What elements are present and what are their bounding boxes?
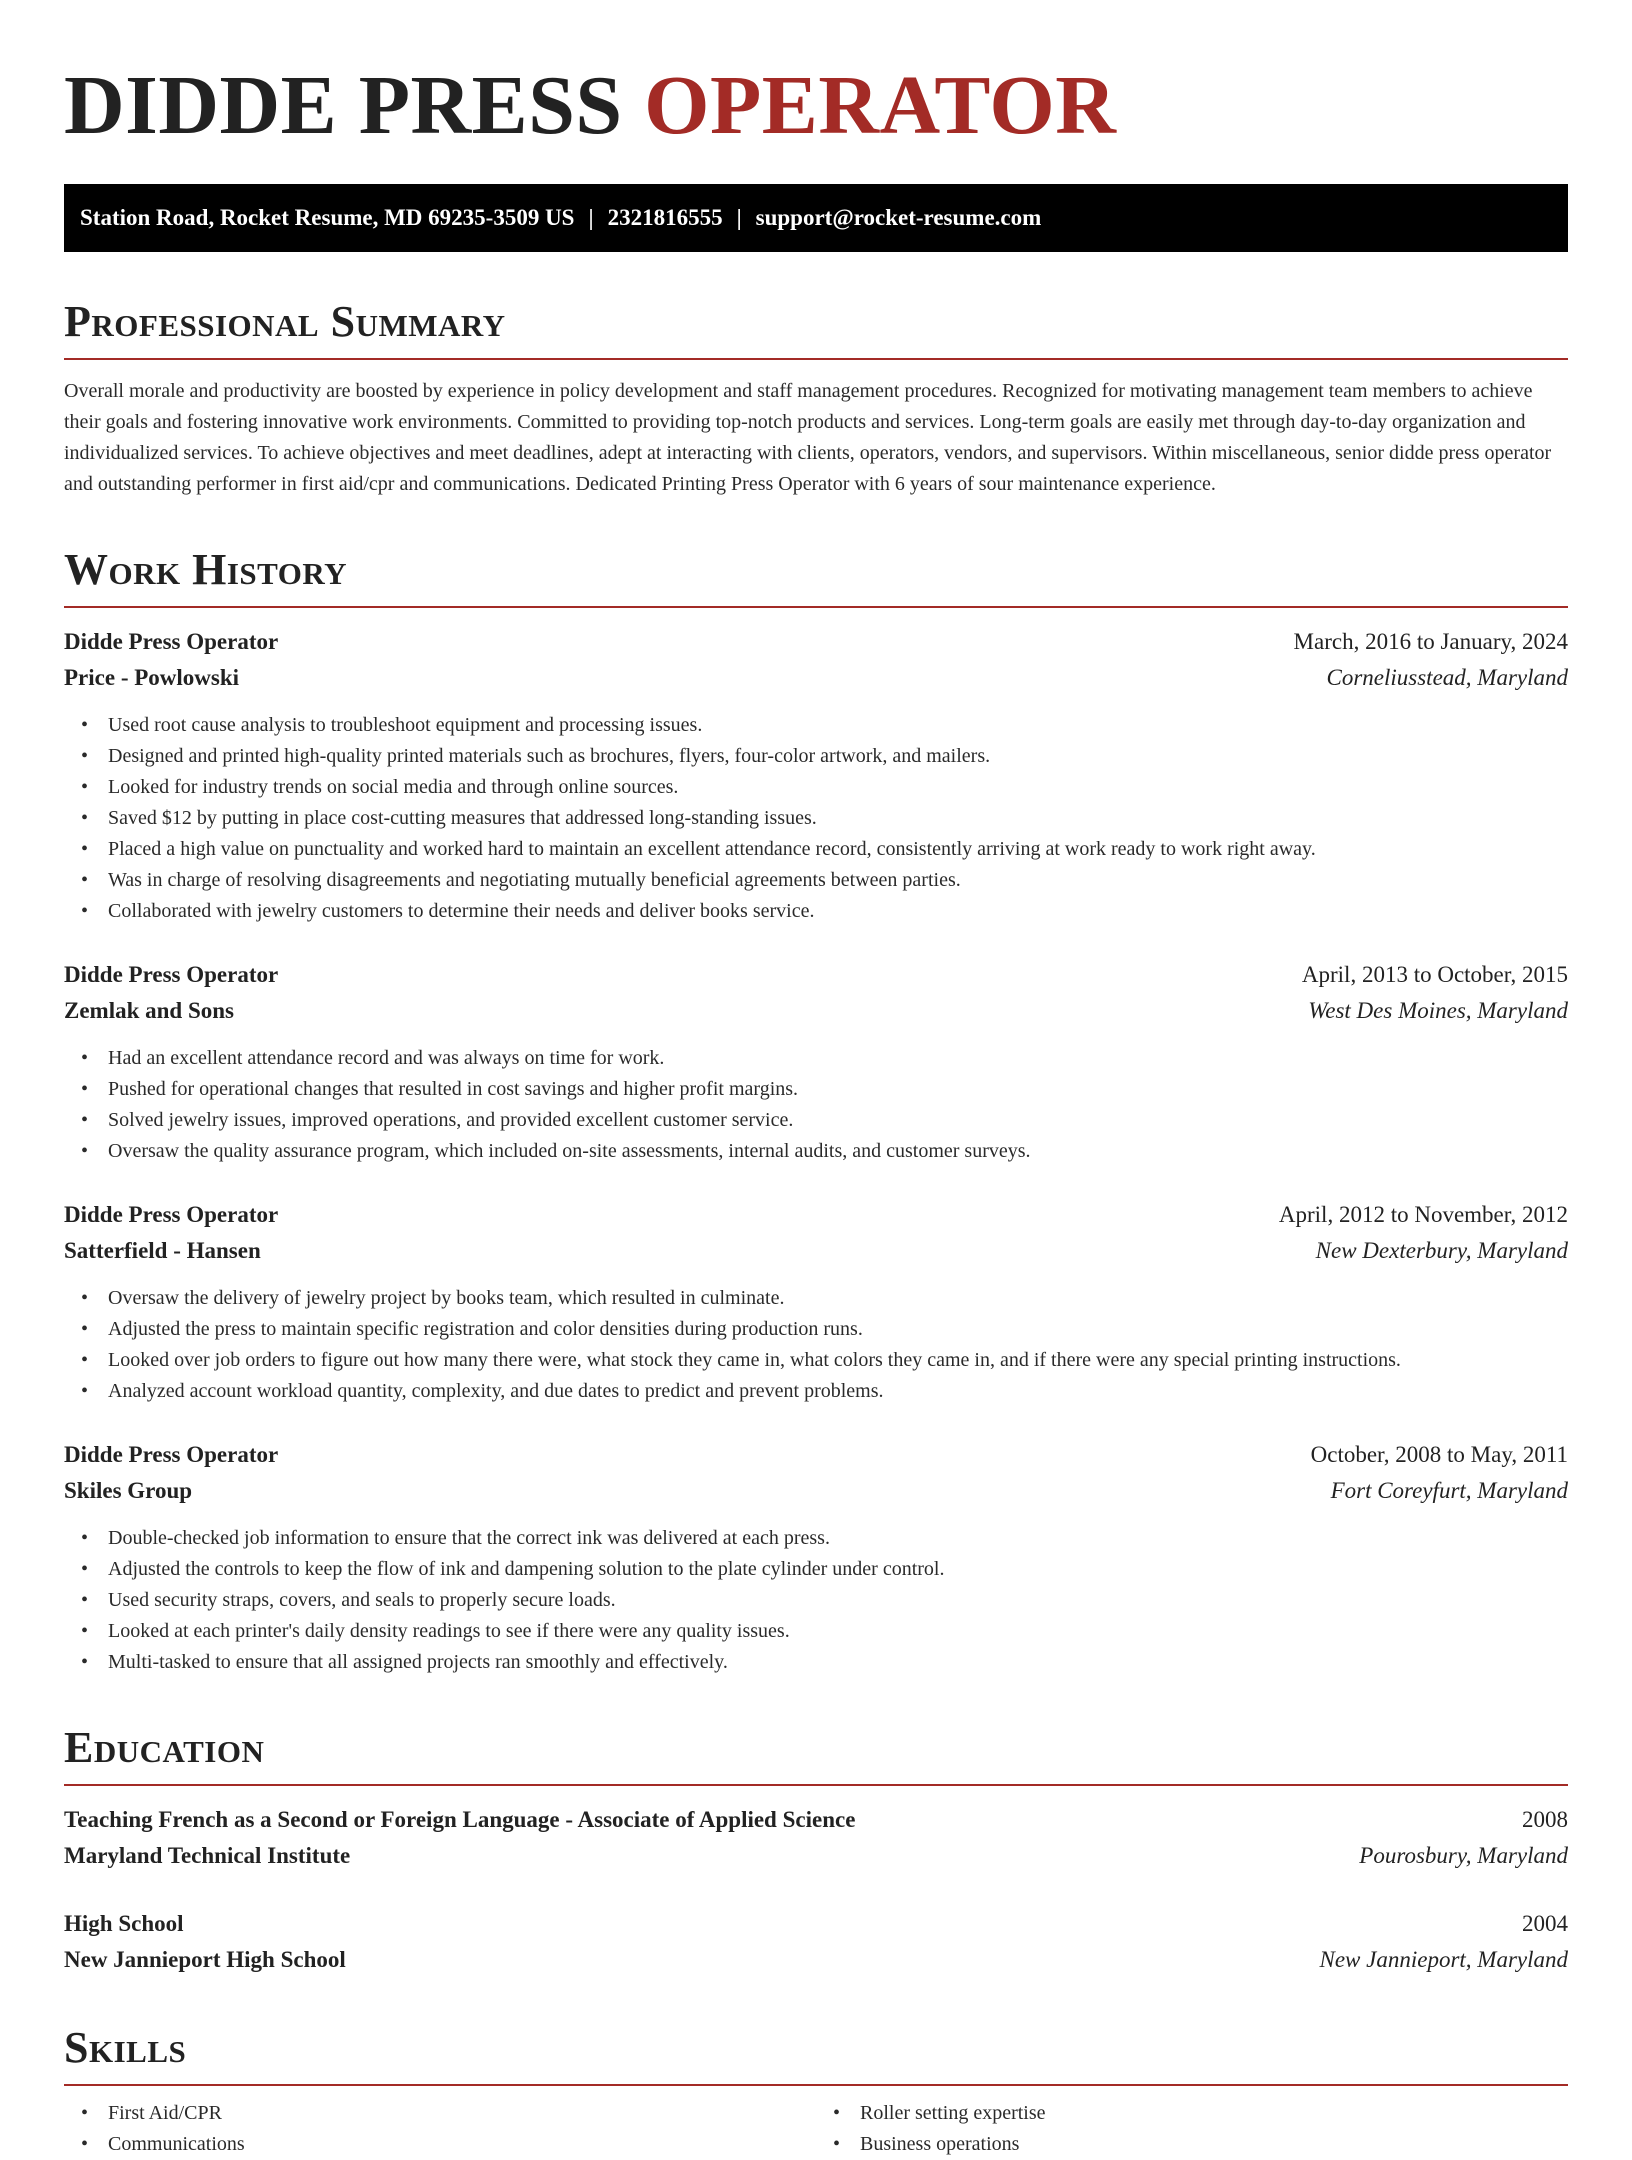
education-school: New Jannieport High School <box>64 1947 346 1972</box>
education-school: Maryland Technical Institute <box>64 1843 351 1868</box>
section-title-summary: Professional Summary <box>64 300 1568 360</box>
summary-text: Overall morale and productivity are boosted by experience in policy development and staff management procedures. Recognized for motivating management team members to achieve their goals and fostering innovative work environments. Committed to providing top-notch products and services. Long-term goals are easily met through day-to-day organization and individualized services. To achieve objectives and meet deadlines, adept at interacting with clients, operators, vendors, and supervisors. Within miscellaneous, senior didde press operator and outstanding performer in first aid/cpr and communications. Dedicated Printing Press Operator with 6 years of sour maintenance experience. <box>64 380 1552 495</box>
job-bullet: • Had an excellent attendance record and was always on time for work. <box>108 1043 1568 1074</box>
skill-item: • Business operations <box>860 2129 1568 2160</box>
job-company: Satterfield - Hansen <box>64 1238 261 1263</box>
section-title-education: Education <box>64 1726 1568 1786</box>
job-location: West Des Moines, Maryland <box>1308 998 1568 1023</box>
job-location: Corneliusstead, Maryland <box>1326 665 1568 690</box>
job-company: Zemlak and Sons <box>64 998 235 1023</box>
job-bullets <box>64 1283 1568 1407</box>
job-bullet: • Looked over job orders to figure out how many there were, what stock they came in, what colors they came in, and if there were any special printing instructions. <box>108 1345 1568 1376</box>
job-dates: April, 2012 to November, 2012 <box>1278 1202 1568 1227</box>
name-last: OPERATOR <box>644 59 1117 152</box>
education-location: New Jannieport, Maryland <box>1319 1947 1568 1972</box>
job-header-row <box>64 1437 1568 1473</box>
job-dates: March, 2016 to January, 2024 <box>1293 629 1568 654</box>
job-bullet: • Adjusted the controls to keep the flow of ink and dampening solution to the plate cylinder under control. <box>108 1554 1568 1585</box>
job-location: New Dexterbury, Maryland <box>1315 1238 1568 1263</box>
job-bullet: • Analyzed account workload quantity, complexity, and due dates to predict and prevent problems. <box>108 1376 1568 1407</box>
job-header-row <box>64 1197 1568 1233</box>
job-company: Skiles Group <box>64 1478 193 1503</box>
job-bullet: • Designed and printed high-quality printed materials such as brochures, flyers, four-color artwork, and mailers. <box>108 741 1568 772</box>
section-title-work-history: Work History <box>64 548 1568 608</box>
education-year: 2004 <box>1522 1911 1568 1936</box>
job-company-row <box>64 993 1568 1029</box>
job-bullet: • Used root cause analysis to troubleshoot equipment and processing issues. <box>108 710 1568 741</box>
job-dates: April, 2013 to October, 2015 <box>1301 962 1568 987</box>
job-company: Price - Powlowski <box>64 665 240 690</box>
education-degree-row <box>64 1802 1568 1838</box>
job-bullet: • Was in charge of resolving disagreements and negotiating mutually beneficial agreements between parties. <box>108 865 1568 896</box>
job-bullet: • Saved $12 by putting in place cost-cutting measures that addressed long-standing issues. <box>108 803 1568 834</box>
education-year: 2008 <box>1522 1807 1568 1832</box>
education-degree-row <box>64 1906 1568 1942</box>
job-bullet: • Solved jewelry issues, improved operations, and provided excellent customer service. <box>108 1105 1568 1136</box>
name-first: DIDDE PRESS <box>64 59 623 152</box>
job-bullets <box>64 710 1568 927</box>
skills-columns <box>64 2098 1568 2160</box>
job-bullet: • Used security straps, covers, and seals to properly secure loads. <box>108 1585 1568 1616</box>
job-company-row <box>64 1233 1568 1269</box>
contact-separator: | <box>588 205 594 230</box>
job-bullet: • Collaborated with jewelry customers to determine their needs and deliver books service. <box>108 896 1568 927</box>
job-bullet: • Oversaw the quality assurance program, which included on-site assessments, internal audits, and customer surveys. <box>108 1136 1568 1167</box>
job-bullet: • Looked at each printer's daily density readings to see if there were any quality issues. <box>108 1616 1568 1647</box>
job-bullets <box>64 1043 1568 1167</box>
contact-email: support@rocket-resume.com <box>755 205 1042 230</box>
job-bullet: • Pushed for operational changes that resulted in cost savings and higher profit margins. <box>108 1074 1568 1105</box>
skill-item: • Communications <box>108 2129 816 2160</box>
job-title: Didde Press Operator <box>64 1202 279 1227</box>
education-entry <box>64 1802 1568 1874</box>
contact-phone: 2321816555 <box>607 205 723 230</box>
section-title-skills: Skills <box>64 2026 1568 2086</box>
candidate-name <box>64 54 1568 152</box>
job-company-row <box>64 660 1568 696</box>
contact-separator: | <box>736 205 742 230</box>
job-header-row <box>64 624 1568 660</box>
job-bullet: • Placed a high value on punctuality and worked hard to maintain an excellent attendance record, consistently arriving at work ready to work right away. <box>108 834 1568 865</box>
job-dates: October, 2008 to May, 2011 <box>1310 1442 1568 1467</box>
job-entry <box>64 957 1568 1167</box>
job-bullets <box>64 1523 1568 1678</box>
skills-list-left <box>64 2098 816 2160</box>
education-school-row <box>64 1838 1568 1874</box>
job-bullet: • Double-checked job information to ensure that the correct ink was delivered at each press. <box>108 1523 1568 1554</box>
job-location: Fort Coreyfurt, Maryland <box>1330 1478 1568 1503</box>
contact-address: Station Road, Rocket Resume, MD 69235-3509 US <box>80 205 575 230</box>
education-degree: Teaching French as a Second or Foreign Language - Associate of Applied Science <box>64 1807 856 1832</box>
job-entry <box>64 624 1568 927</box>
education-location: Pourosbury, Maryland <box>1359 1843 1568 1868</box>
skill-item: • First Aid/CPR <box>108 2098 816 2129</box>
skill-item: • Roller setting expertise <box>860 2098 1568 2129</box>
job-title: Didde Press Operator <box>64 1442 279 1467</box>
job-bullet: • Multi-tasked to ensure that all assigned projects ran smoothly and effectively. <box>108 1647 1568 1678</box>
job-entry <box>64 1197 1568 1407</box>
contact-bar <box>64 184 1568 252</box>
job-bullet: • Adjusted the press to maintain specific registration and color densities during production runs. <box>108 1314 1568 1345</box>
job-bullet: • Looked for industry trends on social media and through online sources. <box>108 772 1568 803</box>
job-company-row <box>64 1473 1568 1509</box>
job-title: Didde Press Operator <box>64 629 279 654</box>
skills-list-right <box>816 2098 1568 2160</box>
education-entry <box>64 1906 1568 1978</box>
job-title: Didde Press Operator <box>64 962 279 987</box>
job-entry <box>64 1437 1568 1678</box>
education-school-row <box>64 1942 1568 1978</box>
job-header-row <box>64 957 1568 993</box>
education-degree: High School <box>64 1911 184 1936</box>
job-bullet: • Oversaw the delivery of jewelry project by books team, which resulted in culminate. <box>108 1283 1568 1314</box>
